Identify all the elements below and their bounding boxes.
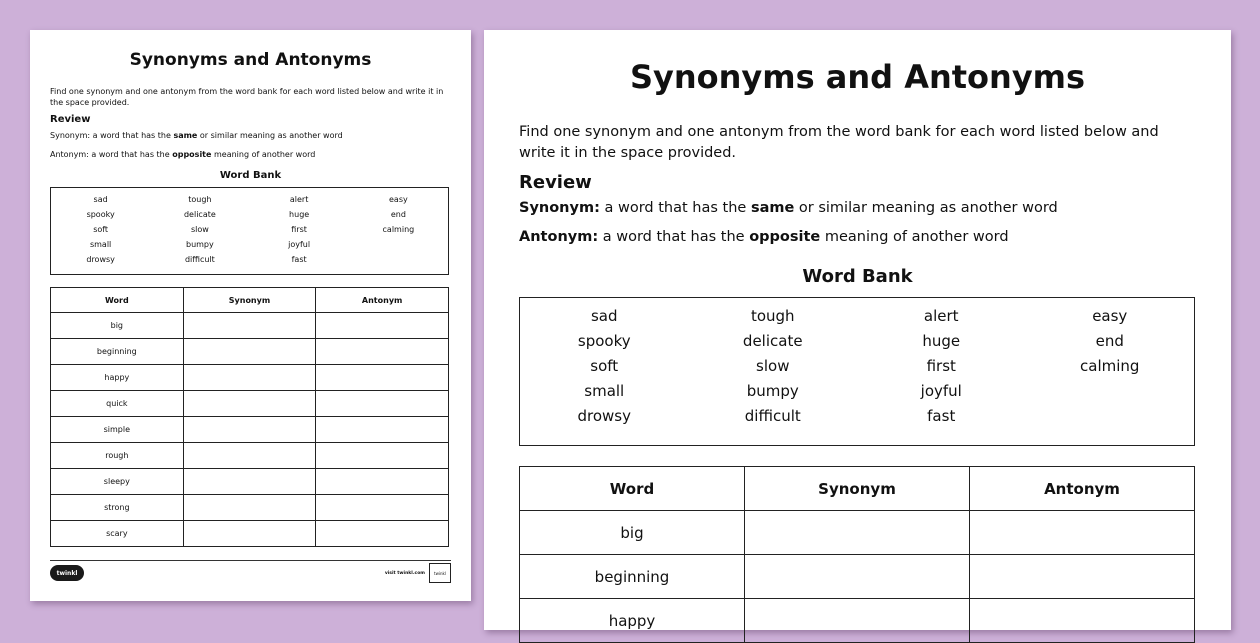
header-antonym: Antonym [316, 288, 449, 313]
table-row [51, 443, 449, 469]
synonym-answer-cell[interactable] [745, 599, 970, 643]
header-synonym: Synonym [745, 467, 970, 511]
word-cell: quick [51, 391, 184, 417]
table-row [520, 511, 1195, 555]
table-row [520, 599, 1195, 643]
word-bank-word: bumpy [185, 240, 214, 249]
word-bank-word: drowsy [577, 407, 631, 425]
synonym-answer-cell[interactable] [183, 443, 316, 469]
word-bank-word: alert [289, 195, 309, 204]
word-bank-word: soft [93, 225, 109, 234]
synonym-definition: Synonym: a word that has the same or similar meaning as another word [50, 131, 343, 140]
word-bank-word: tough [750, 307, 795, 325]
word-bank-word: fast [927, 407, 956, 425]
header-word: Word [520, 467, 745, 511]
word-bank-word: bumpy [746, 382, 799, 400]
word-bank-word: delicate [183, 210, 216, 219]
word-cell: scary [51, 521, 184, 547]
word-cell: beginning [520, 555, 745, 599]
word-cell: big [51, 313, 184, 339]
word-bank [519, 297, 1195, 446]
table-row [51, 313, 449, 339]
word-bank-column [51, 192, 150, 274]
antonym-answer-cell[interactable] [316, 521, 449, 547]
synonym-answer-cell[interactable] [183, 313, 316, 339]
word-bank-word: first [926, 357, 956, 375]
synonym-answer-cell[interactable] [183, 417, 316, 443]
word-cell: beginning [51, 339, 184, 365]
answer-table [50, 287, 449, 547]
table-row [51, 391, 449, 417]
antonym-answer-cell[interactable] [316, 417, 449, 443]
word-bank-word: end [390, 210, 406, 219]
word-cell: simple [51, 417, 184, 443]
synonym-answer-cell[interactable] [183, 495, 316, 521]
word-bank-column [250, 192, 349, 274]
word-bank-word: delicate [742, 332, 803, 350]
instructions: Find one synonym and one antonym from the word bank for each word listed below and write it in the space provided. [519, 124, 1159, 161]
worksheet-footer [50, 560, 451, 585]
table-row [51, 495, 449, 521]
word-bank-word: first [291, 225, 307, 234]
synonym-answer-cell[interactable] [183, 339, 316, 365]
word-bank-word: huge [922, 332, 961, 350]
word-bank-word: drowsy [86, 255, 115, 264]
word-bank-word: sad [590, 307, 618, 325]
word-bank-word: easy [389, 195, 408, 204]
synonym-answer-cell[interactable] [183, 521, 316, 547]
antonym-answer-cell[interactable] [316, 313, 449, 339]
header-synonym: Synonym [183, 288, 316, 313]
word-bank-word: slow [190, 225, 209, 234]
word-bank-column [689, 304, 858, 445]
synonym-answer-cell[interactable] [183, 391, 316, 417]
worksheet-title: Synonyms and Antonyms [129, 50, 372, 70]
word-cell: strong [51, 495, 184, 521]
twinkl-logo: twinkl [50, 565, 84, 581]
worksheet-page-large [484, 30, 1231, 630]
antonym-definition: Antonym: a word that has the opposite meaning of another word [519, 229, 1009, 245]
site-link-text: visit twinkl.com [384, 571, 425, 576]
synonym-answer-cell[interactable] [745, 511, 970, 555]
word-bank-word: spooky [86, 210, 115, 219]
word-bank-column [520, 304, 689, 445]
antonym-answer-cell[interactable] [970, 511, 1195, 555]
word-bank-word: end [1095, 332, 1124, 350]
word-bank-word: joyful [920, 382, 962, 400]
word-bank-title: Word Bank [802, 266, 913, 287]
word-bank-word: small [89, 240, 112, 249]
word-bank-column [349, 192, 448, 274]
review-heading: Review [50, 114, 91, 125]
word-cell: happy [520, 599, 745, 643]
table-row [51, 417, 449, 443]
word-bank-word: sad [93, 195, 108, 204]
synonym-answer-cell[interactable] [183, 365, 316, 391]
header-word: Word [51, 288, 184, 313]
table-row [51, 469, 449, 495]
antonym-answer-cell[interactable] [316, 469, 449, 495]
synonym-answer-cell[interactable] [183, 469, 316, 495]
word-cell: happy [51, 365, 184, 391]
word-bank-word: calming [1080, 357, 1140, 375]
word-bank-word: calming [382, 225, 415, 234]
word-bank-column [857, 304, 1026, 445]
word-bank [50, 187, 449, 275]
word-bank-column [150, 192, 249, 274]
twinkl-badge-icon: twinkl [429, 563, 451, 583]
word-bank-title: Word Bank [219, 170, 282, 181]
antonym-answer-cell[interactable] [316, 391, 449, 417]
antonym-answer-cell[interactable] [316, 495, 449, 521]
antonym-answer-cell[interactable] [970, 555, 1195, 599]
worksheet-preview-small [30, 30, 471, 601]
antonym-answer-cell[interactable] [316, 365, 449, 391]
word-bank-column [1026, 304, 1195, 445]
word-cell: rough [51, 443, 184, 469]
word-bank-word: difficult [184, 255, 215, 264]
word-bank-word: slow [756, 357, 790, 375]
word-bank-word: difficult [744, 407, 801, 425]
worksheet-title: Synonyms and Antonyms [629, 58, 1086, 96]
table-row [51, 521, 449, 547]
header-antonym: Antonym [970, 467, 1195, 511]
word-bank-word: soft [590, 357, 619, 375]
word-bank-word: tough [188, 195, 212, 204]
antonym-answer-cell[interactable] [316, 339, 449, 365]
word-bank-word: joyful [288, 240, 311, 249]
review-heading: Review [519, 172, 592, 193]
answer-table [519, 466, 1195, 643]
synonym-definition: Synonym: a word that has the same or similar meaning as another word [519, 200, 1058, 216]
word-cell: big [520, 511, 745, 555]
word-bank-word: easy [1092, 307, 1128, 325]
word-bank-word: fast [291, 255, 307, 264]
table-row [51, 365, 449, 391]
word-bank-word: small [584, 382, 625, 400]
instructions: Find one synonym and one antonym from the word bank for each word listed below and write it in the space provided. [50, 87, 444, 107]
table-row [520, 555, 1195, 599]
word-bank-word: huge [289, 210, 310, 219]
word-bank-word: alert [923, 307, 959, 325]
word-cell: sleepy [51, 469, 184, 495]
word-bank-word: spooky [577, 332, 631, 350]
antonym-answer-cell[interactable] [316, 443, 449, 469]
antonym-definition: Antonym: a word that has the opposite meaning of another word [50, 150, 316, 159]
table-row [51, 339, 449, 365]
synonym-answer-cell[interactable] [745, 555, 970, 599]
antonym-answer-cell[interactable] [970, 599, 1195, 643]
